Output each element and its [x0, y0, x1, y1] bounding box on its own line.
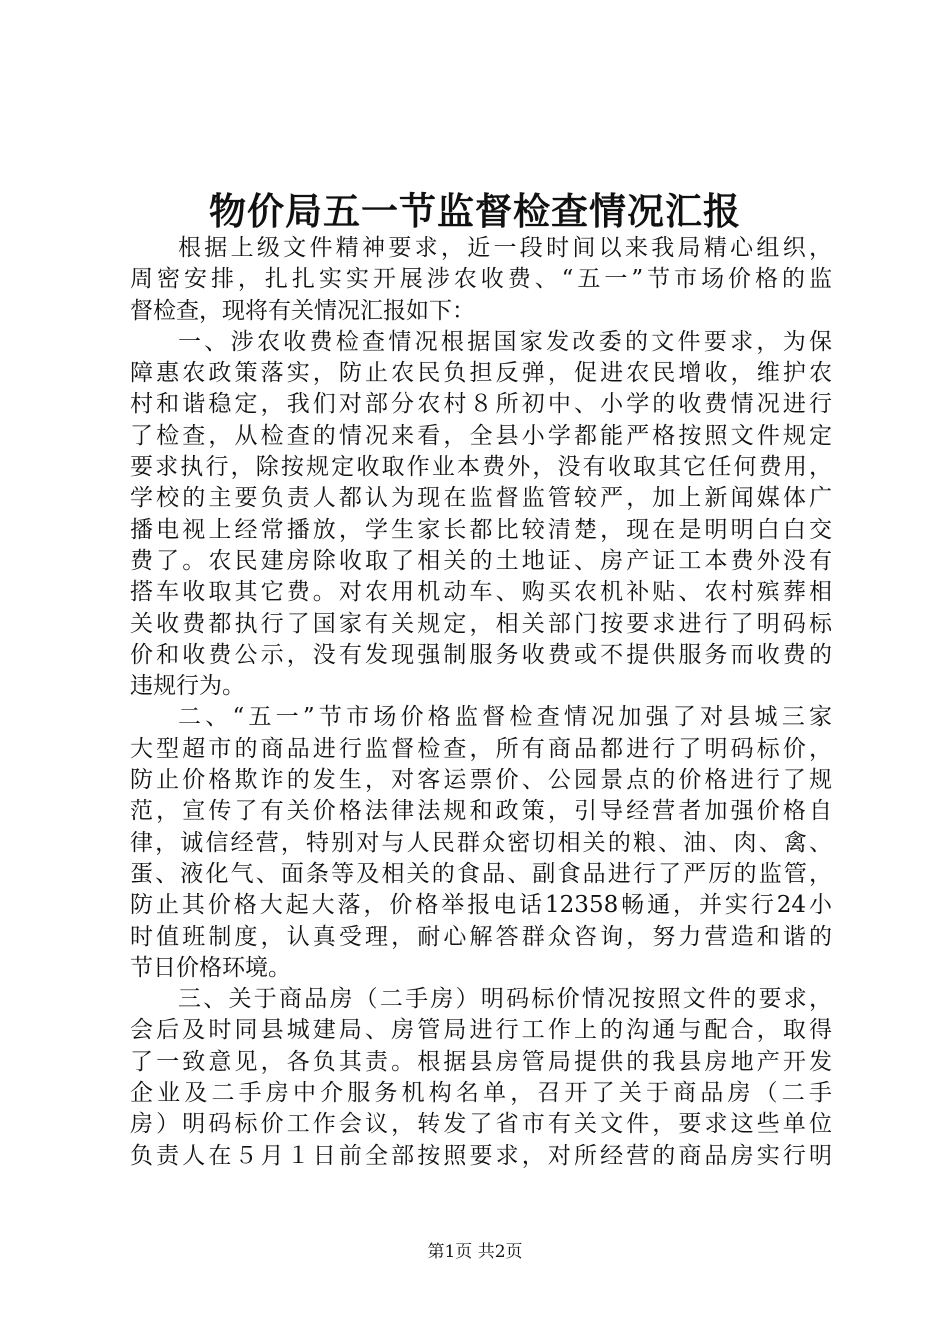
paragraph-line: 根据上级文件精神要求，近一段时间以来我局精心组织， — [178, 235, 832, 261]
paragraph-line: 防止价格欺诈的发生，对客运票价、公园景点的价格进行了规 — [130, 767, 832, 794]
paragraph-line: 村和谐稳定，我们对部分农村８所初中、小学的收费情况进行 — [130, 391, 832, 418]
paragraph-line: 会后及时同县城建局、房管局进行工作上的沟通与配合，取得 — [130, 1017, 832, 1044]
paragraph-line: 周密安排，扎扎实实开展涉农收费、“五一”节市场价格的监 — [130, 266, 832, 293]
paragraph-line: 督检查，现将有关情况汇报如下： — [130, 297, 475, 324]
paragraph-line: 费了。农民建房除收取了相关的土地证、房产证工本费外没有 — [130, 547, 832, 574]
paragraph-line: 学校的主要负责人都认为现在监督监管较严，加上新闻媒体广 — [130, 485, 832, 512]
paragraph-line: 房）明码标价工作会议，转发了省市有关文件，要求这些单位 — [130, 1111, 832, 1138]
paragraph-line: 一、涉农收费检查情况根据国家发改委的文件要求，为保 — [178, 328, 832, 355]
paragraph-line: 负责人在５月１日前全部按照要求，对所经营的商品房实行明 — [130, 1142, 832, 1169]
paragraph-line: 企业及二手房中介服务机构名单，召开了关于商品房（二手 — [130, 1080, 832, 1107]
paragraph-line: 了检查，从检查的情况来看，全县小学都能严格按照文件规定 — [130, 422, 832, 449]
page-footer: 第1页 共2页 — [427, 1242, 523, 1262]
paragraph-line: 节日价格环境。 — [130, 954, 291, 981]
paragraph-line: 二、“五一”节市场价格监督检查情况加强了对县城三家 — [178, 704, 832, 731]
paragraph-line: 了一致意见，各负其责。根据县房管局提供的我县房地产开发 — [130, 1048, 832, 1075]
paragraph-line: 蛋、液化气、面条等及相关的食品、副食品进行了严厉的监管， — [130, 860, 832, 887]
paragraph-line: 关收费都执行了国家有关规定，相关部门按要求进行了明码标 — [130, 610, 832, 637]
document-body — [130, 233, 832, 1172]
paragraph-line: 搭车收取其它费。对农用机动车、购买农机补贴、农村殡葬相 — [130, 579, 832, 606]
paragraph-line: 范，宣传了有关价格法律法规和政策，引导经营者加强价格自 — [130, 798, 832, 825]
paragraph-line: 时值班制度，认真受理，耐心解答群众咨询，努力营造和谐的 — [130, 923, 832, 950]
paragraph-line: 违规行为。 — [130, 673, 245, 700]
paragraph-line: 播电视上经常播放，学生家长都比较清楚，现在是明明白白交 — [130, 516, 832, 543]
document-title: 物价局五一节监督检查情况汇报 — [209, 189, 741, 233]
paragraph-line: 三、关于商品房（二手房）明码标价情况按照文件的要求， — [178, 986, 832, 1013]
paragraph-line: 大型超市的商品进行监督检查，所有商品都进行了明码标价， — [130, 735, 832, 762]
paragraph-line: 障惠农政策落实，防止农民负担反弹，促进农民增收，维护农 — [130, 360, 832, 387]
paragraph-line: 防止其价格大起大落，价格举报电话12358畅通，并实行24小 — [130, 892, 832, 919]
paragraph-line: 要求执行，除按规定收取作业本费外，没有收取其它任何费用， — [130, 454, 832, 481]
paragraph-line: 律，诚信经营，特别对与人民群众密切相关的粮、油、肉、禽、 — [130, 829, 832, 856]
paragraph-line: 价和收费公示，没有发现强制服务收费或不提供服务而收费的 — [130, 641, 832, 668]
